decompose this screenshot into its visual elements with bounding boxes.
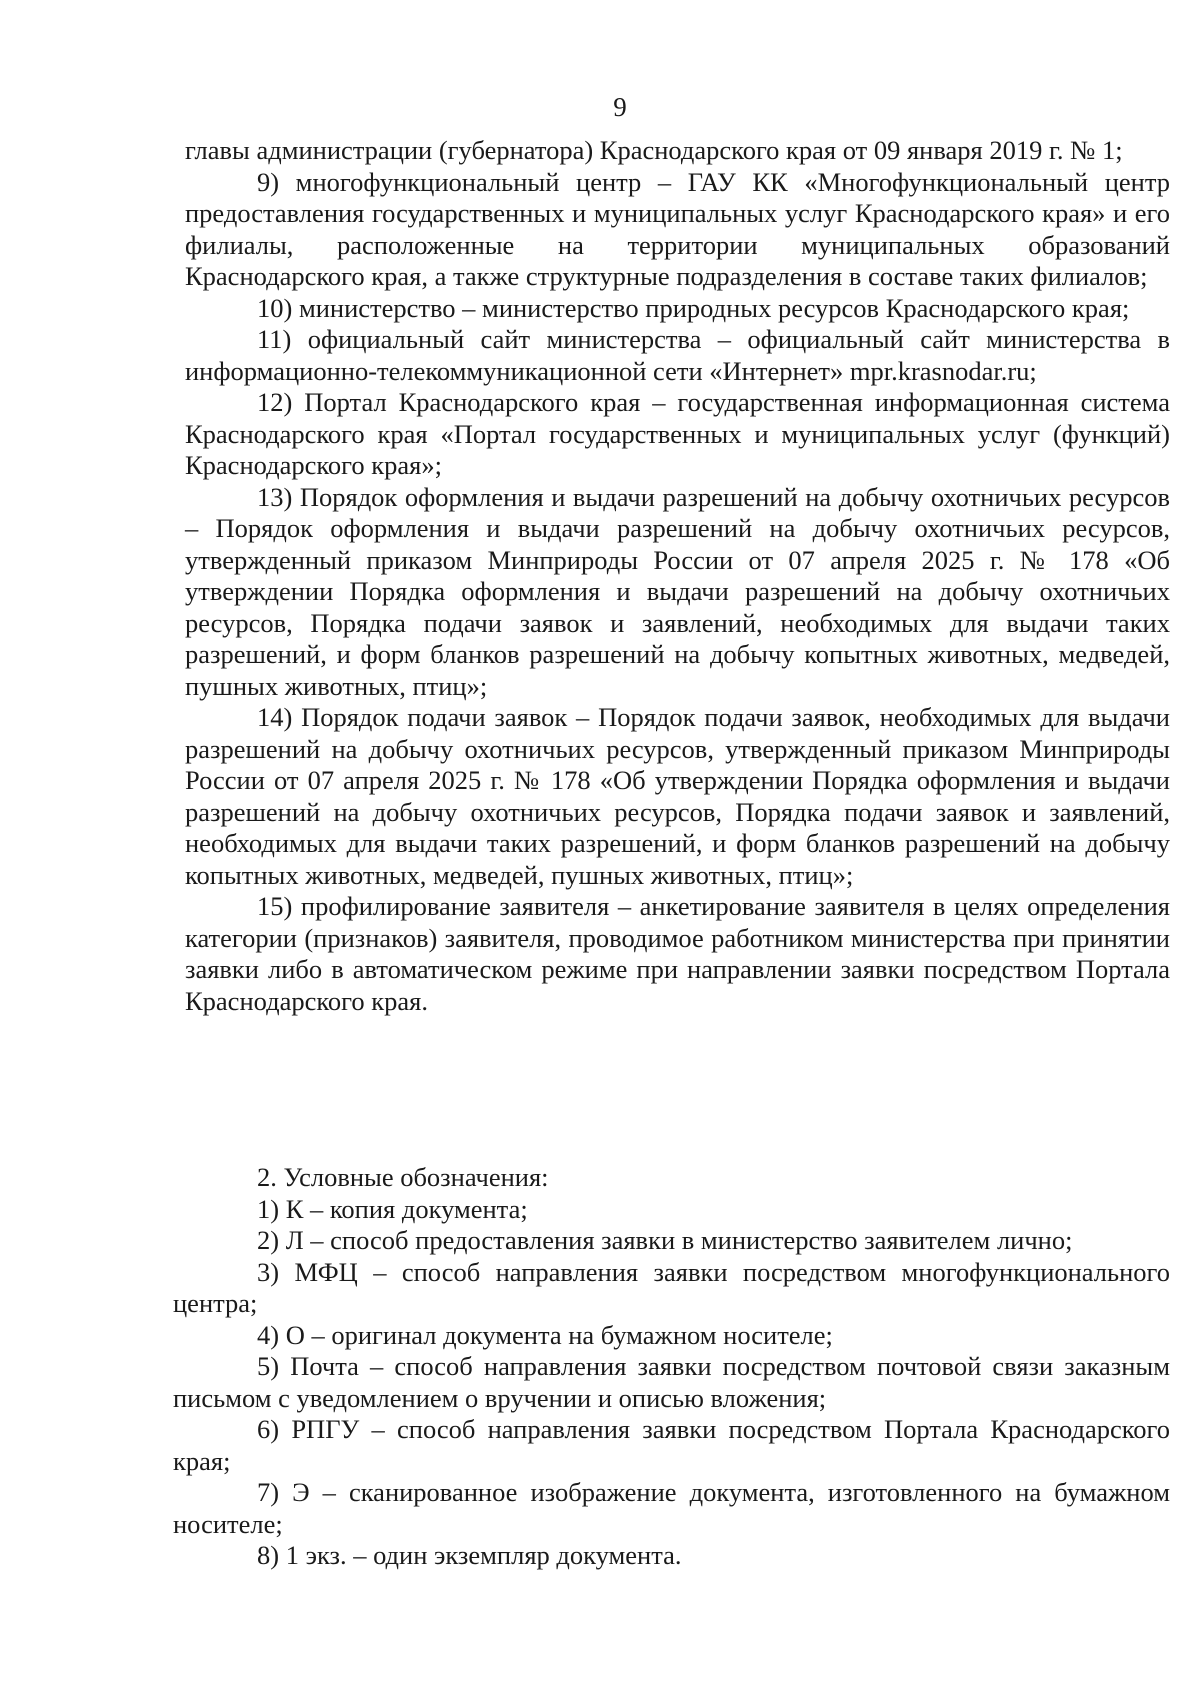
legend-item: 5) Почта – способ направления заявки посредством почтовой связи заказным письмом с уведомлением о вручении и описью вложения; [173, 1351, 1170, 1413]
paragraph-item-11: 11) официальный сайт министерства – официальный сайт министерства в информационно-телекоммуникационной сети «Интернет» mpr.krasnodar.ru; [185, 324, 1170, 386]
paragraph-item-12: 12) Портал Краснодарского края – государственная информационная система Краснодарского края «Портал государственных и муниципальных услуг (функций) Краснодарского края»; [185, 387, 1170, 480]
paragraph-continuation: главы администрации (губернатора) Краснодарского края от 09 января 2019 г. № 1; [185, 135, 1123, 165]
paragraph-item-9: 9) многофункциональный центр – ГАУ КК «Многофункциональный центр предоставления государственных и муниципальных услуг Краснодарского края» и его филиалы, расположенные на территории муниципальных образований Краснодарского края, а также структурные подразделения в составе таких филиалов; [185, 166, 1170, 291]
legend-section [173, 1162, 1170, 1572]
legend-item: 4) О – оригинал документа на бумажном носителе; [257, 1319, 833, 1350]
page-number: 9 [613, 92, 627, 122]
legend-item: 2) Л – способ предоставления заявки в министерство заявителем лично; [257, 1225, 1073, 1255]
paragraph-item-15: 15) профилирование заявителя – анкетирование заявителя в целях определения категории (признаков) заявителя, проводимое работником министерства при принятии заявки либо в автоматическом режиме при направлении заявки посредством Портала Краснодарского края. [185, 891, 1170, 1016]
definitions-section [185, 135, 1170, 1017]
paragraph-item-13: 13) Порядок оформления и выдачи разрешений на добычу охотничьих ресурсов – Порядок оформления и выдачи разрешений на добычу охотничьих ресурсов, утвержденный приказом Минприроды России от 07 апреля 2025 г. № 178 «Об утверждении Порядка оформления и выдачи разрешений на добычу охотничьих ресурсов, Порядка подачи заявок и заявлений, необходимых для выдачи таких разрешений, и форм бланков разрешений на добычу копытных животных, медведей, пушных животных, птиц»; [185, 481, 1170, 701]
legend-item: 7) Э – сканированное изображение документа, изготовленного на бумажном носителе; [173, 1477, 1170, 1539]
legend-item: 3) МФЦ – способ направления заявки посредством многофункционального центра; [173, 1256, 1170, 1318]
paragraph-item-10: 10) министерство – министерство природных ресурсов Краснодарского края; [257, 292, 1130, 323]
legend-heading: 2. Условные обозначения: [257, 1162, 549, 1192]
legend-item: 8) 1 экз. – один экземпляр документа. [257, 1540, 682, 1570]
paragraph-item-14: 14) Порядок подачи заявок – Порядок подачи заявок, необходимых для выдачи разрешений на добычу охотничьих ресурсов, утвержденный приказом Минприроды России от 07 апреля 2025 г. № 178 «Об утверждении Порядка оформления и выдачи разрешений на добычу охотничьих ресурсов, Порядка подачи заявок и заявлений, необходимых для выдачи таких разрешений, и форм бланков разрешений на добычу копытных животных, медведей, пушных животных, птиц»; [185, 702, 1170, 890]
legend-item: 6) РПГУ – способ направления заявки посредством Портала Краснодарского края; [173, 1414, 1170, 1476]
legend-item: 1) К – копия документа; [257, 1193, 528, 1224]
